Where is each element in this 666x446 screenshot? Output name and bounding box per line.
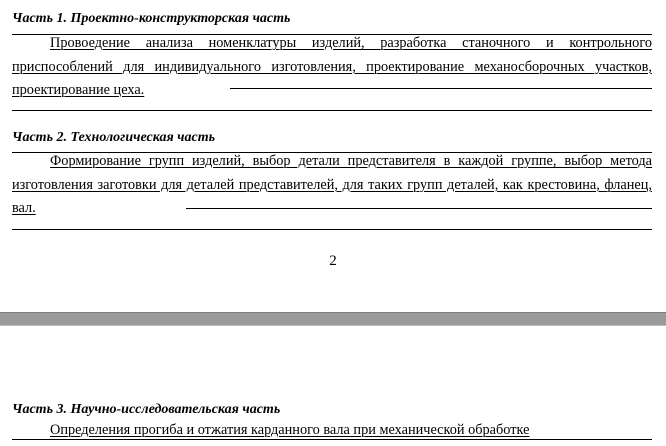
section-1-text-content: Провоедение анализа номенклатуры изделий, разработка станочного и контрольного приспособлений для индивидуального изготовления, проектирование механосборочных участков, проектирование цеха.: [12, 35, 652, 98]
section-3-text-content: Определения прогиба и отжатия карданного вала при механической обработке: [50, 422, 530, 438]
page-number: 2: [329, 253, 337, 269]
section-2-text: [12, 150, 652, 221]
section-3-line: [12, 439, 652, 440]
section-3-title: Часть 3. Научно-исследовательская часть: [12, 402, 281, 417]
page-sheet-bottom: [0, 326, 666, 446]
section-2-blank-line: [12, 229, 652, 230]
section-1-line-fill: [230, 88, 652, 89]
section-1-blank-line: [12, 110, 652, 111]
section-2-text-content: Формирование групп изделий, выбор детали представителя в каждой группе, выбор метода изготовления заготовки для деталей представителей, для таких групп деталей, как крестовина, фланец, вал.: [12, 153, 652, 216]
section-2-title: Часть 2. Технологическая часть: [12, 130, 216, 145]
section-1-title: Часть 1. Проектно-конструкторская часть: [12, 11, 291, 26]
section-2-line-fill: [186, 208, 652, 209]
section-1-text: [12, 32, 652, 103]
page-break-separator: [0, 312, 666, 326]
